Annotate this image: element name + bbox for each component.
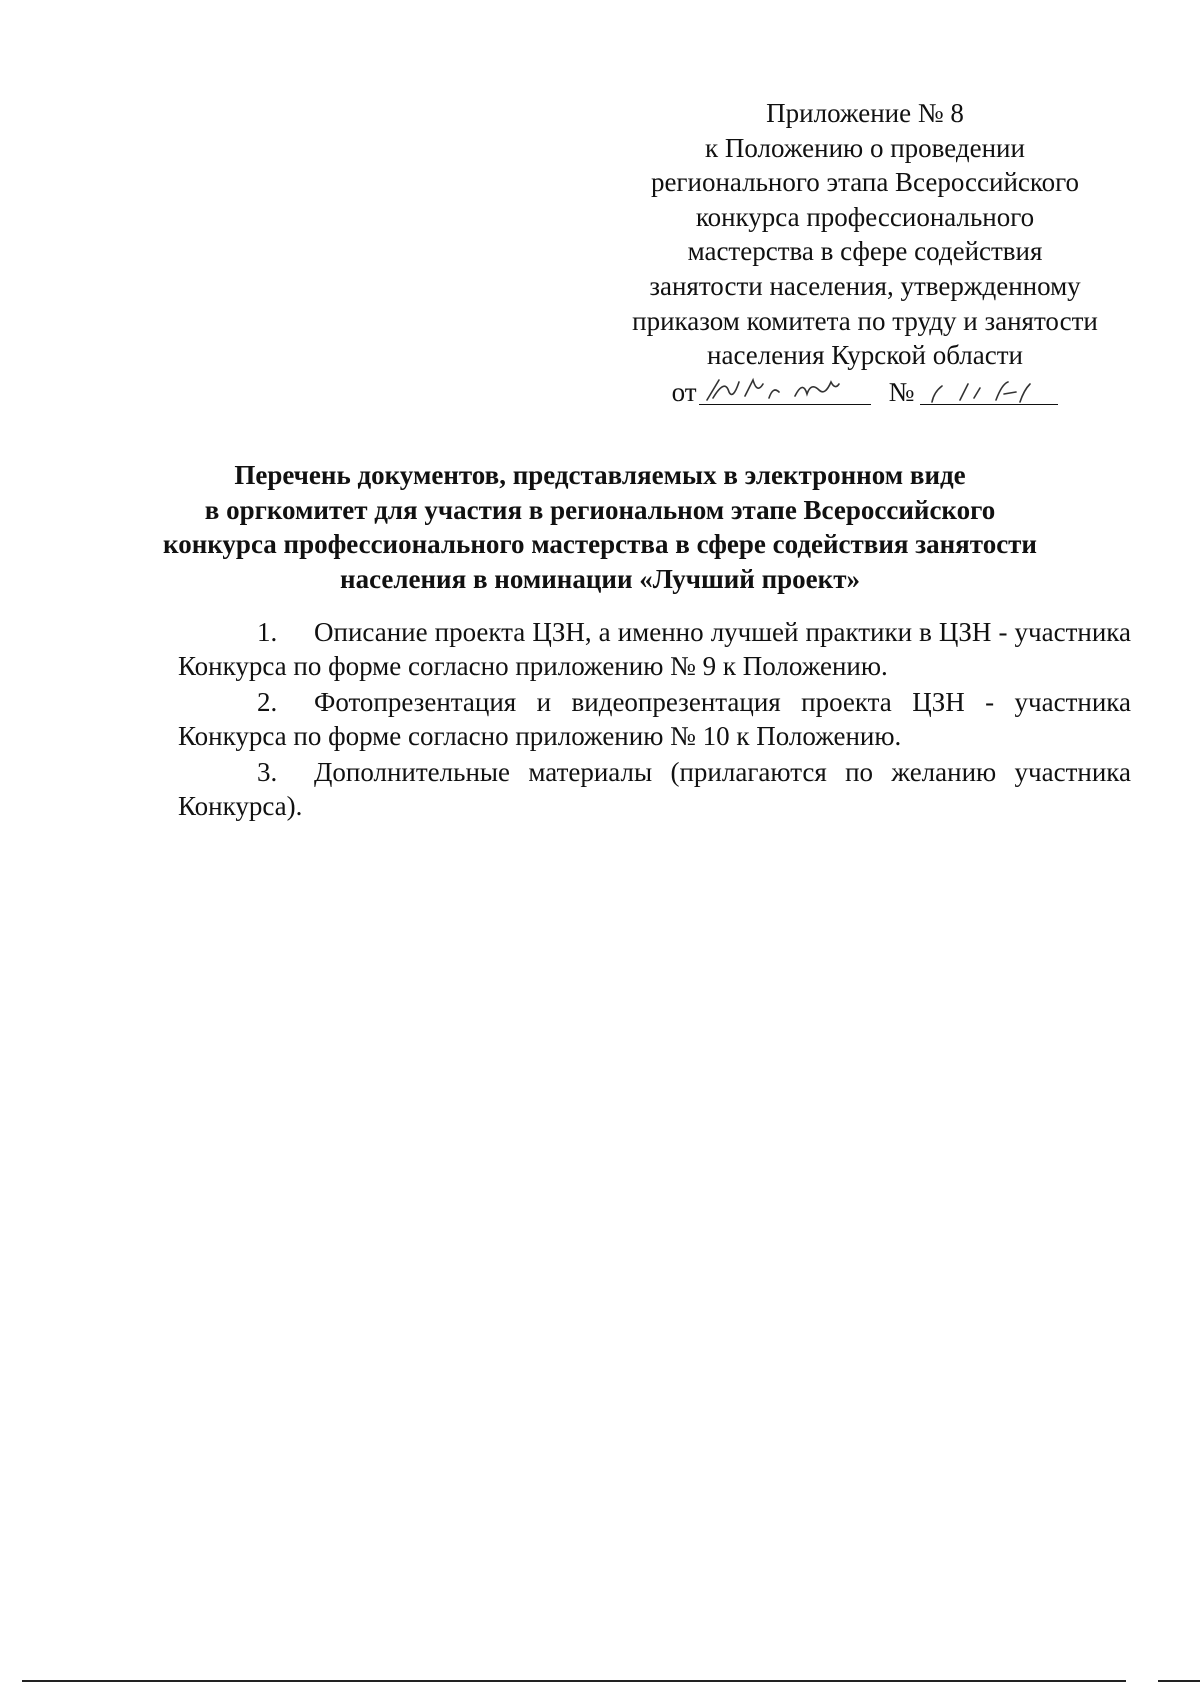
list-item-number: 1. bbox=[257, 617, 278, 647]
handwritten-date-mark bbox=[699, 372, 871, 406]
title-line: населения в номинации «Лучший проект» bbox=[340, 563, 860, 594]
annex-line: приказом комитета по труду и занятости bbox=[632, 305, 1098, 336]
number-blank bbox=[920, 378, 1058, 405]
number-label: № bbox=[888, 376, 915, 407]
footer-divider bbox=[22, 1680, 1126, 1682]
list-item bbox=[178, 616, 1131, 683]
annex-line: регионального этапа Всероссийского bbox=[650, 167, 1080, 198]
from-label: от bbox=[671, 376, 697, 407]
title-line: Перечень документов, представляемых в электронном виде bbox=[234, 460, 966, 490]
annex-line: мастерства в сфере содействия bbox=[687, 236, 1043, 267]
documents-list bbox=[178, 616, 1131, 826]
list-item-text: Фотопрезентация и видеопрезентация проекта ЦЗН - участника Конкурса по форме согласно приложению № 10 к Положению. bbox=[178, 687, 1131, 751]
list-item-text: Описание проекта ЦЗН, а именно лучшей практики в ЦЗН - участника Конкурса по форме согласно приложению № 9 к Положению. bbox=[178, 617, 1131, 681]
title-line: в оргкомитет для участия в региональном этапе Всероссийского bbox=[204, 494, 996, 525]
list-item-number: 3. bbox=[257, 757, 278, 787]
annex-line: Приложение № 8 bbox=[766, 98, 964, 128]
annex-line: населения Курской области bbox=[707, 340, 1023, 371]
order-reference-line bbox=[672, 375, 1059, 410]
document-title bbox=[150, 458, 1050, 596]
annex-header bbox=[580, 96, 1150, 409]
annex-line: конкурса профессионального bbox=[695, 201, 1035, 232]
handwritten-number-mark bbox=[920, 372, 1058, 406]
annex-line: занятости населения, утвержденному bbox=[649, 270, 1081, 301]
annex-line: к Положению о проведении bbox=[705, 132, 1025, 163]
list-item bbox=[178, 756, 1131, 823]
list-item-text: Дополнительные материалы (прилагаются по желанию участника Конкурса). bbox=[178, 757, 1131, 821]
date-blank bbox=[699, 378, 871, 405]
footer-divider-end bbox=[1158, 1680, 1200, 1682]
list-item-number: 2. bbox=[257, 687, 278, 717]
title-line: конкурса профессионального мастерства в сфере содействия занятости bbox=[163, 529, 1037, 559]
list-item bbox=[178, 686, 1131, 753]
